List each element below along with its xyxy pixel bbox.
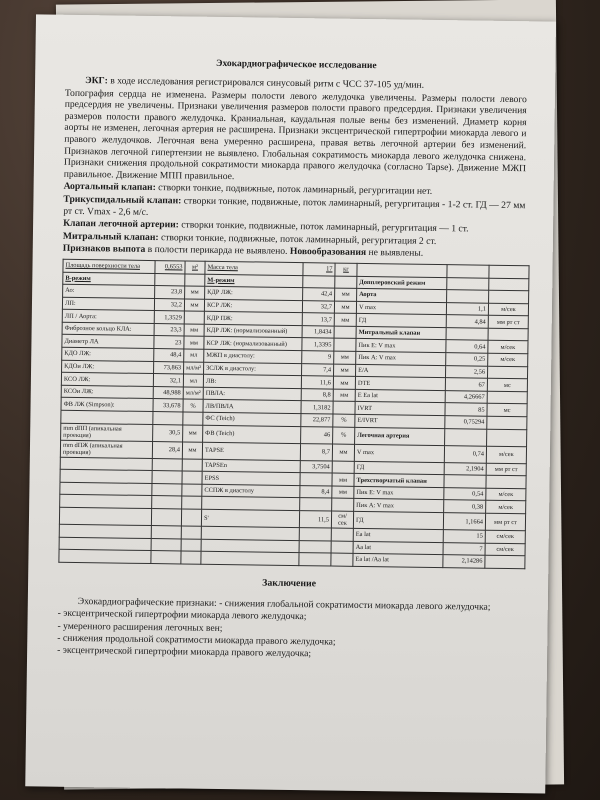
- neoplasm-label: Новообразования: [289, 246, 367, 259]
- table-cell: 33,678: [153, 399, 183, 412]
- table-cell: кг: [335, 263, 357, 276]
- table-cell: КДР ЛЖ:: [205, 286, 303, 300]
- table-cell: Ea lat: [353, 528, 443, 542]
- table-cell: Площадь поверхности тела: [63, 259, 155, 273]
- table-cell: [182, 459, 202, 472]
- table-cell: КСР ЛЖ:: [204, 299, 302, 313]
- ekg-label: ЭКГ:: [85, 75, 108, 87]
- table-cell: мм: [183, 425, 203, 442]
- table-cell: мм: [333, 376, 355, 389]
- table-cell: мм: [182, 442, 202, 459]
- table-cell: 1,1: [446, 302, 488, 315]
- table-cell: [153, 412, 183, 425]
- table-cell: 8,4: [300, 485, 332, 498]
- table-cell: [445, 428, 487, 446]
- table-cell: mm dПЖ (апикальная проекция): [60, 440, 152, 458]
- table-cell: [303, 275, 335, 288]
- table-cell: 7,4: [302, 363, 334, 376]
- table-cell: IVRT: [355, 402, 445, 416]
- table-cell: [59, 524, 151, 538]
- mitral-valve-text: створки тонкие, подвижные, поток ламинарный, регургитация 2 ст.: [158, 231, 437, 247]
- table-cell: 0,74: [444, 445, 486, 463]
- table-cell: 42,4: [303, 288, 335, 301]
- table-cell: 48,4: [154, 349, 184, 362]
- table-cell: [299, 528, 331, 541]
- table-cell: [151, 509, 181, 526]
- table-cell: КСР ЛЖ: (нормализованный): [204, 337, 302, 351]
- table-cell: 1,3529: [154, 311, 184, 324]
- table-cell: 2,56: [445, 365, 487, 378]
- table-cell: 0,25: [446, 353, 488, 366]
- table-cell: Пик A: V max: [356, 351, 446, 365]
- table-cell: 32,7: [302, 300, 334, 313]
- table-cell: м/сек: [486, 488, 526, 501]
- table-cell: 15: [443, 530, 485, 543]
- table-cell: E/A: [355, 364, 445, 378]
- table-cell: 7: [443, 542, 485, 555]
- ekg-text: в ходе исследования регистрировался синусовый ритм с ЧСС 37-105 уд/мин.: [107, 75, 425, 91]
- table-cell: [333, 401, 355, 414]
- table-cell: EPSS: [202, 471, 300, 485]
- table-cell: 11,6: [301, 376, 333, 389]
- table-cell: 2,1904: [444, 462, 486, 475]
- table-cell: ФС (Teich): [203, 412, 301, 426]
- table-cell: мм: [184, 336, 204, 349]
- aortic-valve-label: Аортальный клапан:: [63, 181, 156, 194]
- table-cell: 46: [301, 426, 333, 443]
- table-cell: Масса тела: [205, 261, 303, 275]
- table-cell: [184, 311, 204, 324]
- table-cell: ССПЖ в диастолу: [202, 484, 300, 498]
- table-cell: 4,26667: [445, 390, 487, 403]
- table-cell: 23,3: [154, 323, 184, 336]
- conclusion-line: Эхокардиографические признаки: - снижения глобальной сократимости миокарда левого желудочка;: [77, 595, 491, 613]
- table-cell: ЛВ:: [203, 374, 301, 388]
- table-cell: [447, 277, 489, 290]
- table-cell: мм рт ст: [485, 513, 525, 531]
- table-cell: ЛВ/ПВЛА: [203, 400, 301, 414]
- neoplasm-text: не выявлены.: [366, 247, 424, 260]
- table-cell: Аорта: [357, 288, 447, 302]
- table-cell: [151, 538, 181, 551]
- table-cell: мм: [332, 444, 354, 461]
- table-cell: E Ea lat: [355, 389, 445, 403]
- table-cell: [331, 528, 353, 541]
- table-cell: %: [333, 414, 355, 427]
- table-cell: 1,8434: [302, 325, 334, 338]
- table-cell: [181, 551, 201, 564]
- table-cell: мм: [184, 299, 204, 312]
- table-cell: 73,863: [154, 361, 184, 374]
- table-cell: [185, 273, 205, 286]
- measurements-body: [59, 259, 529, 568]
- table-cell: E/IVRT: [355, 414, 445, 428]
- table-cell: мм рт ст: [488, 315, 528, 328]
- table-cell: м/сек: [488, 341, 528, 354]
- table-cell: [487, 391, 527, 404]
- table-cell: DTE: [355, 377, 445, 391]
- table-cell: мс: [487, 378, 527, 391]
- table-cell: [152, 496, 182, 509]
- table-cell: мм: [334, 313, 356, 326]
- table-cell: [334, 339, 356, 352]
- table-cell: мм: [334, 351, 356, 364]
- tricuspid-valve-label: Трикуспидальный клапан:: [63, 193, 182, 207]
- table-cell: Легочная артерия: [355, 427, 445, 445]
- table-cell: 1,3182: [301, 401, 333, 414]
- table-cell: ГД: [353, 511, 443, 529]
- table-cell: [332, 461, 354, 474]
- table-cell: КСО ЛЖ:: [61, 373, 153, 387]
- table-cell: 8,7: [300, 443, 332, 460]
- table-cell: [182, 484, 202, 497]
- conclusion-line: - умеренного расширения легочных вен;: [57, 620, 223, 634]
- table-cell: 1,3395: [302, 338, 334, 351]
- table-cell: мл: [184, 349, 204, 362]
- table-cell: Пик E: V max: [356, 339, 446, 353]
- table-cell: V max: [354, 444, 444, 462]
- table-cell: 48,988: [153, 386, 183, 399]
- table-cell: В-режим: [63, 272, 155, 286]
- conclusion-title: Заключение: [262, 577, 317, 590]
- table-cell: мл/м²: [183, 387, 203, 400]
- table-cell: [332, 498, 354, 511]
- table-cell: КДР ЛЖ: (нормализованный): [204, 324, 302, 338]
- table-cell: [489, 265, 529, 278]
- table-cell: М-режим: [205, 274, 303, 288]
- table-cell: V max: [356, 301, 446, 315]
- report-content: [57, 43, 528, 664]
- table-cell: 23: [154, 336, 184, 349]
- report-title: Эхокардиографическое исследование: [216, 58, 377, 72]
- table-cell: [151, 526, 181, 539]
- table-cell: [331, 541, 353, 554]
- table-cell: 17: [303, 263, 335, 276]
- table-cell: Aa lat: [353, 541, 443, 555]
- table-cell: 85: [445, 403, 487, 416]
- table-cell: [152, 471, 182, 484]
- table-cell: mm dПП (апикальная проекция): [61, 423, 153, 441]
- table-cell: [59, 507, 151, 525]
- mitral-valve-label: Митральный клапан:: [62, 230, 159, 243]
- table-cell: ФВ (Teich): [203, 425, 301, 443]
- table-cell: Допплеровский режим: [357, 276, 447, 290]
- table-cell: 0,38: [444, 500, 486, 513]
- table-cell: [335, 276, 357, 289]
- table-cell: [487, 416, 527, 429]
- table-cell: [446, 328, 488, 341]
- table-cell: см/сек: [485, 530, 525, 543]
- table-cell: S': [201, 509, 299, 527]
- table-cell: КДР ПЖ:: [204, 312, 302, 326]
- table-cell: ФВ ЛЖ (Simpson):: [61, 398, 153, 412]
- table-cell: [181, 539, 201, 552]
- table-cell: [487, 366, 527, 379]
- table-cell: [60, 495, 152, 509]
- table-cell: TAPSEn: [202, 459, 300, 473]
- table-cell: [300, 498, 332, 511]
- table-cell: м/сек: [488, 353, 528, 366]
- table-cell: 2,14286: [443, 555, 485, 568]
- table-cell: Ао:: [63, 284, 155, 298]
- table-cell: ЛП / Аорта:: [62, 310, 154, 324]
- table-cell: [485, 555, 525, 568]
- table-cell: Трехстворчатый клапан: [354, 474, 444, 488]
- table-cell: 13,7: [302, 313, 334, 326]
- table-cell: 8,8: [301, 388, 333, 401]
- measurements-table: [58, 259, 529, 569]
- findings-paragraph: Топография сердца не изменена. Размеры полости левого желудочка увеличены. Размеры полости левого предсердия не увеличены. Признаки увеличения размеров полости правого предсердия. Признаки увеличения размеров полости правого желудочка. Краниальная, каудальная полые вены без изменений. Диаметр корня аорты не изменен, легочная артерия не расширена. Признаки эксцентрической гипертрофии миокарда левого и правого желудочков. Легочная вена умеренно расширена, правая ветвь легочной артерии без изменений. Признаков легочной гипертензии не выявлено. Глобальная сократимость миокарда левого желудочка снижена. Признаки снижения продольной сократимости миокарда правого желудочка (согласно Tapse). Движение МЖП правильное. Движение МПП правильное.: [63, 87, 527, 182]
- table-cell: мм: [332, 473, 354, 486]
- table-cell: [59, 549, 151, 563]
- table-cell: [300, 473, 332, 486]
- table-cell: 67: [445, 378, 487, 391]
- table-cell: Пик A: V max: [354, 499, 444, 513]
- tricuspid-valve-text: створки тонкие, подвижные, поток ламинарный, регургитация - 1-2 ст. ГД — 27 мм рт ст. Vmax - 2,6 м/с.: [63, 195, 526, 218]
- table-cell: [182, 471, 202, 484]
- table-cell: Фиброзное кольцо КЛА:: [62, 322, 154, 336]
- table-cell: [201, 551, 299, 565]
- table-cell: [299, 540, 331, 553]
- table-cell: см/сек: [331, 511, 353, 528]
- table-cell: ГД: [356, 314, 446, 328]
- table-cell: [299, 553, 331, 566]
- table-cell: [489, 278, 529, 291]
- conclusion-line: - снижения продольной сократимости миокарда правого желудочка;: [57, 632, 336, 648]
- table-cell: [444, 475, 486, 488]
- table-cell: ГД: [354, 461, 444, 475]
- table-cell: Пик E: V max: [354, 486, 444, 500]
- table-cell: мм: [335, 288, 357, 301]
- effusion-label: Признаков выпота: [62, 243, 146, 256]
- table-cell: [182, 496, 202, 509]
- table-cell: [60, 482, 152, 496]
- table-cell: мм рт ст: [486, 463, 526, 476]
- table-cell: 0,54: [444, 487, 486, 500]
- table-cell: ЛП:: [62, 297, 154, 311]
- table-cell: 4,84: [446, 315, 488, 328]
- table-cell: мл/м²: [184, 362, 204, 375]
- pulmonary-valve-label: Клапан легочной артерии:: [63, 217, 179, 231]
- table-cell: [487, 429, 527, 447]
- table-cell: [447, 290, 489, 303]
- conclusion-line: - эксцентрической гипертрофии миокарда правого желудочка;: [57, 645, 312, 660]
- table-cell: КСОи ЛЖ:: [61, 385, 153, 399]
- table-cell: %: [183, 399, 203, 412]
- table-cell: мм: [332, 486, 354, 499]
- table-cell: 0,75294: [445, 416, 487, 429]
- table-cell: 32,2: [154, 298, 184, 311]
- table-cell: [488, 328, 528, 341]
- table-cell: см/сек: [485, 543, 525, 556]
- table-cell: TAPSE: [202, 442, 300, 460]
- table-cell: [155, 273, 185, 286]
- table-cell: [489, 290, 529, 303]
- table-cell: [183, 412, 203, 425]
- table-cell: мс: [487, 404, 527, 417]
- table-cell: 0,64: [446, 340, 488, 353]
- table-cell: [331, 553, 353, 566]
- table-cell: КДО ЛЖ:: [62, 347, 154, 361]
- table-cell: [486, 475, 526, 488]
- table-cell: [60, 469, 152, 483]
- table-cell: 3,7504: [300, 460, 332, 473]
- table-cell: м²: [185, 261, 205, 274]
- table-cell: м/сек: [488, 303, 528, 316]
- conclusion-line: - эксцентрической гипертрофии миокарда левого желудочка;: [57, 607, 307, 623]
- table-cell: 1,1664: [443, 513, 485, 531]
- table-cell: Ea lat /Aa lat: [353, 554, 443, 568]
- table-cell: 0,6553: [155, 260, 185, 273]
- table-cell: мм: [334, 364, 356, 377]
- table-cell: м/сек: [486, 501, 526, 514]
- aortic-valve-text: створки тонкие, подвижные, поток ламинарный, регургитации нет.: [155, 182, 433, 198]
- table-cell: 28,4: [152, 441, 182, 458]
- table-cell: мм: [334, 301, 356, 314]
- table-cell: ПВЛА:: [203, 387, 301, 401]
- table-cell: МЖП в диастолу:: [204, 349, 302, 363]
- table-cell: м/сек: [486, 446, 526, 464]
- table-cell: 32,1: [153, 374, 183, 387]
- table-cell: 30,5: [153, 424, 183, 441]
- table-cell: [357, 263, 447, 277]
- table-cell: [151, 551, 181, 564]
- table-cell: 9: [302, 351, 334, 364]
- table-cell: мл: [183, 374, 203, 387]
- table-cell: [334, 326, 356, 339]
- table-cell: Митральный клапан: [356, 326, 446, 340]
- pulmonary-valve-text: створки тонкие, подвижные, поток ламинарный, регургитация — 1 ст.: [178, 219, 469, 235]
- effusion-text: в полости перикарда не выявлено.: [145, 244, 290, 258]
- table-cell: [447, 265, 489, 278]
- table-cell: ЗСЛЖ в диастолу:: [204, 362, 302, 376]
- table-cell: КДОи ЛЖ:: [62, 360, 154, 374]
- table-cell: [152, 483, 182, 496]
- table-cell: [181, 509, 201, 526]
- table-cell: [152, 458, 182, 471]
- table-cell: 11,5: [299, 511, 331, 528]
- table-cell: Диаметр ЛА: [62, 335, 154, 349]
- table-cell: [181, 526, 201, 539]
- report-sheet: [25, 14, 556, 793]
- table-cell: мм: [333, 389, 355, 402]
- conclusion-list: [57, 596, 520, 664]
- table-cell: мм: [184, 324, 204, 337]
- table-cell: 23,8: [155, 286, 185, 299]
- table-cell: мм: [185, 286, 205, 299]
- table-cell: 22,877: [301, 414, 333, 427]
- table-cell: %: [333, 427, 355, 444]
